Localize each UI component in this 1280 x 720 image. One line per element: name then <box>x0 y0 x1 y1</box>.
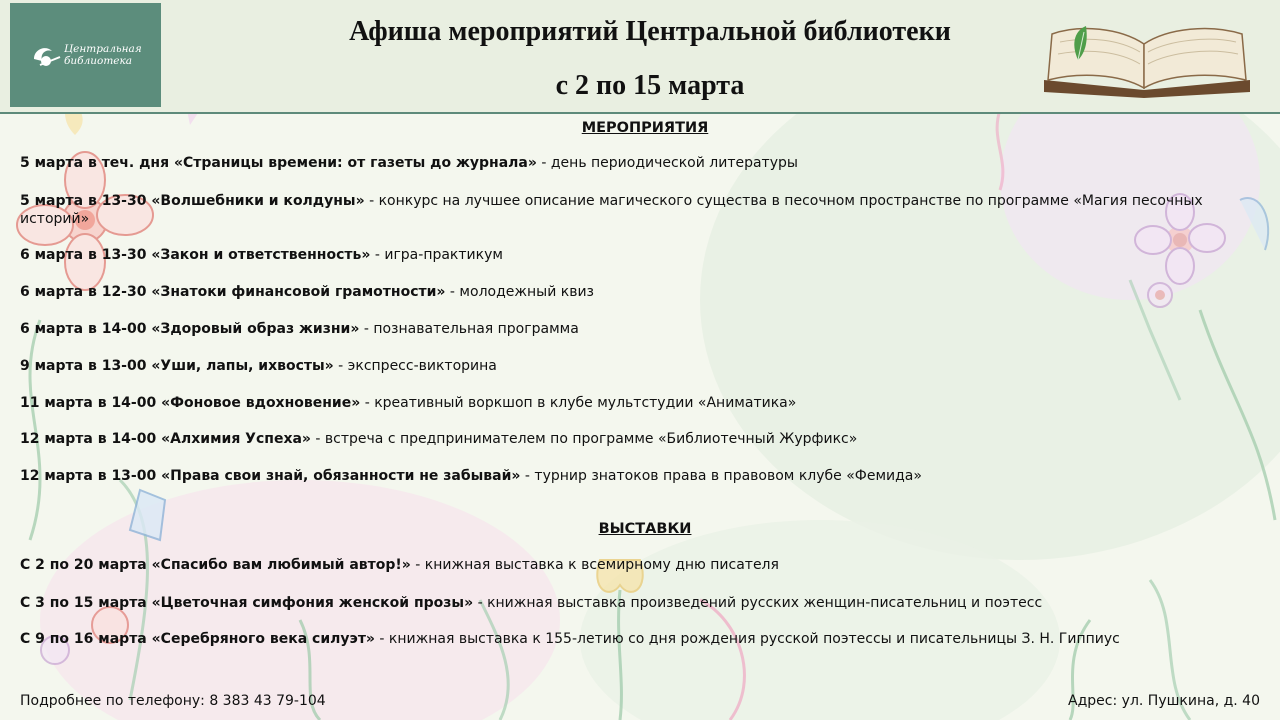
footer-address: Адрес: ул. Пушкина, д. 40 <box>1068 693 1260 709</box>
event-item-title <box>20 431 311 447</box>
logo-line-2: библиотека <box>64 55 133 67</box>
event-item-name: «Закон и ответственность» <box>151 247 371 263</box>
event-item-date: 12 марта в 14-00 <box>20 431 162 447</box>
event-item-title <box>20 321 359 337</box>
event-item-title <box>20 155 537 171</box>
event-item-name: «Права свои знай, обязанности не забывай» <box>161 468 521 484</box>
exhibition-item-name: «Цветочная симфония женской прозы» <box>151 595 474 611</box>
event-item-title <box>20 358 334 374</box>
event-item-title <box>20 395 360 411</box>
library-logo <box>10 3 161 107</box>
event-item-title <box>20 468 520 484</box>
logo-text <box>64 43 142 67</box>
event-item <box>20 192 1265 228</box>
event-item <box>20 154 1265 172</box>
event-item <box>20 467 1265 485</box>
event-item <box>20 394 1265 412</box>
exhibition-item-description: - книжная выставка к 155-летию со дня рождения русской поэтессы и писательницы З. Н. Гиппиус <box>374 631 1120 647</box>
exhibition-item <box>20 556 1265 574</box>
event-item-name: «Страницы времени: от газеты до журнала» <box>173 155 537 171</box>
event-item-name: «Алхимия Успеха» <box>161 431 311 447</box>
page-title: Афиша мероприятий Центральной библиотеки <box>349 16 951 47</box>
event-item-title <box>20 247 370 263</box>
event-item-description: - молодежный квиз <box>445 284 594 300</box>
event-item-description: - экспресс-викторина <box>333 358 497 374</box>
event-item <box>20 357 1265 375</box>
logo-mark-icon <box>30 41 64 71</box>
exhibition-item-description: - книжная выставка к всемирному дню писателя <box>410 557 779 573</box>
event-item-description: - конкурс на лучшее описание магического существа в песочном пространстве по программе «Магия песочных историй» <box>20 193 1203 227</box>
event-item-description: - креативный воркшоп в клубе мультстудии «Аниматика» <box>360 395 797 411</box>
exhibition-item-date: С 3 по 15 марта <box>20 595 152 611</box>
event-item-title <box>20 284 445 300</box>
event-item-date: 6 марта в 13-30 <box>20 247 152 263</box>
event-item-date: 12 марта в 13-00 <box>20 468 162 484</box>
exhibition-item-date: С 9 по 16 марта <box>20 631 152 647</box>
event-item-name: «Уши, лапы, ихвосты» <box>151 358 334 374</box>
exhibition-item-date: С 2 по 20 марта <box>20 557 152 573</box>
exhibition-item-title <box>20 557 411 573</box>
exhibition-item-name: «Спасибо вам любимый автор!» <box>151 557 411 573</box>
event-item-date: 11 марта в 14-00 <box>20 395 162 411</box>
event-item <box>20 320 1265 338</box>
event-item-description: - встреча с предпринимателем по программе «Библиотечный Журфикс» <box>310 431 858 447</box>
open-book-icon <box>1040 20 1254 98</box>
exhibition-item-title <box>20 595 473 611</box>
exhibition-item-description: - книжная выставка произведений русских женщин-писательниц и поэтесс <box>473 595 1043 611</box>
event-item-description: - день периодической литературы <box>536 155 798 171</box>
logo-line-1: Центральная <box>64 43 142 55</box>
header <box>0 0 1280 114</box>
event-item-description: - турнир знатоков права в правовом клубе «Фемида» <box>520 468 922 484</box>
event-item-name: «Знатоки финансовой грамотности» <box>151 284 446 300</box>
event-item-name: «Фоновое вдохновение» <box>161 395 361 411</box>
exhibitions-heading: ВЫСТАВКИ <box>598 521 692 537</box>
events-heading: МЕРОПРИЯТИЯ <box>581 120 709 136</box>
exhibition-item-title <box>20 631 375 647</box>
event-item-date: 9 марта в 13-00 <box>20 358 152 374</box>
event-item-title <box>20 193 365 209</box>
event-item-name: «Волшебники и колдуны» <box>151 193 365 209</box>
footer-phone: Подробнее по телефону: 8 383 43 79-104 <box>20 693 326 709</box>
event-item-date: 5 марта в теч. дня <box>20 155 174 171</box>
event-item-date: 5 марта в 13-30 <box>20 193 152 209</box>
page-subtitle-dates: с 2 по 15 марта <box>555 70 745 101</box>
exhibition-item-name: «Серебряного века силуэт» <box>151 631 375 647</box>
event-item-description: - игра-практикум <box>370 247 503 263</box>
event-item <box>20 283 1265 301</box>
exhibition-item <box>20 630 1265 648</box>
event-item <box>20 246 1265 264</box>
event-item-date: 6 марта в 14-00 <box>20 321 152 337</box>
exhibition-item <box>20 594 1265 612</box>
event-item-description: - познавательная программа <box>359 321 579 337</box>
event-item <box>20 430 1265 448</box>
event-item-date: 6 марта в 12-30 <box>20 284 152 300</box>
event-item-name: «Здоровый образ жизни» <box>151 321 360 337</box>
